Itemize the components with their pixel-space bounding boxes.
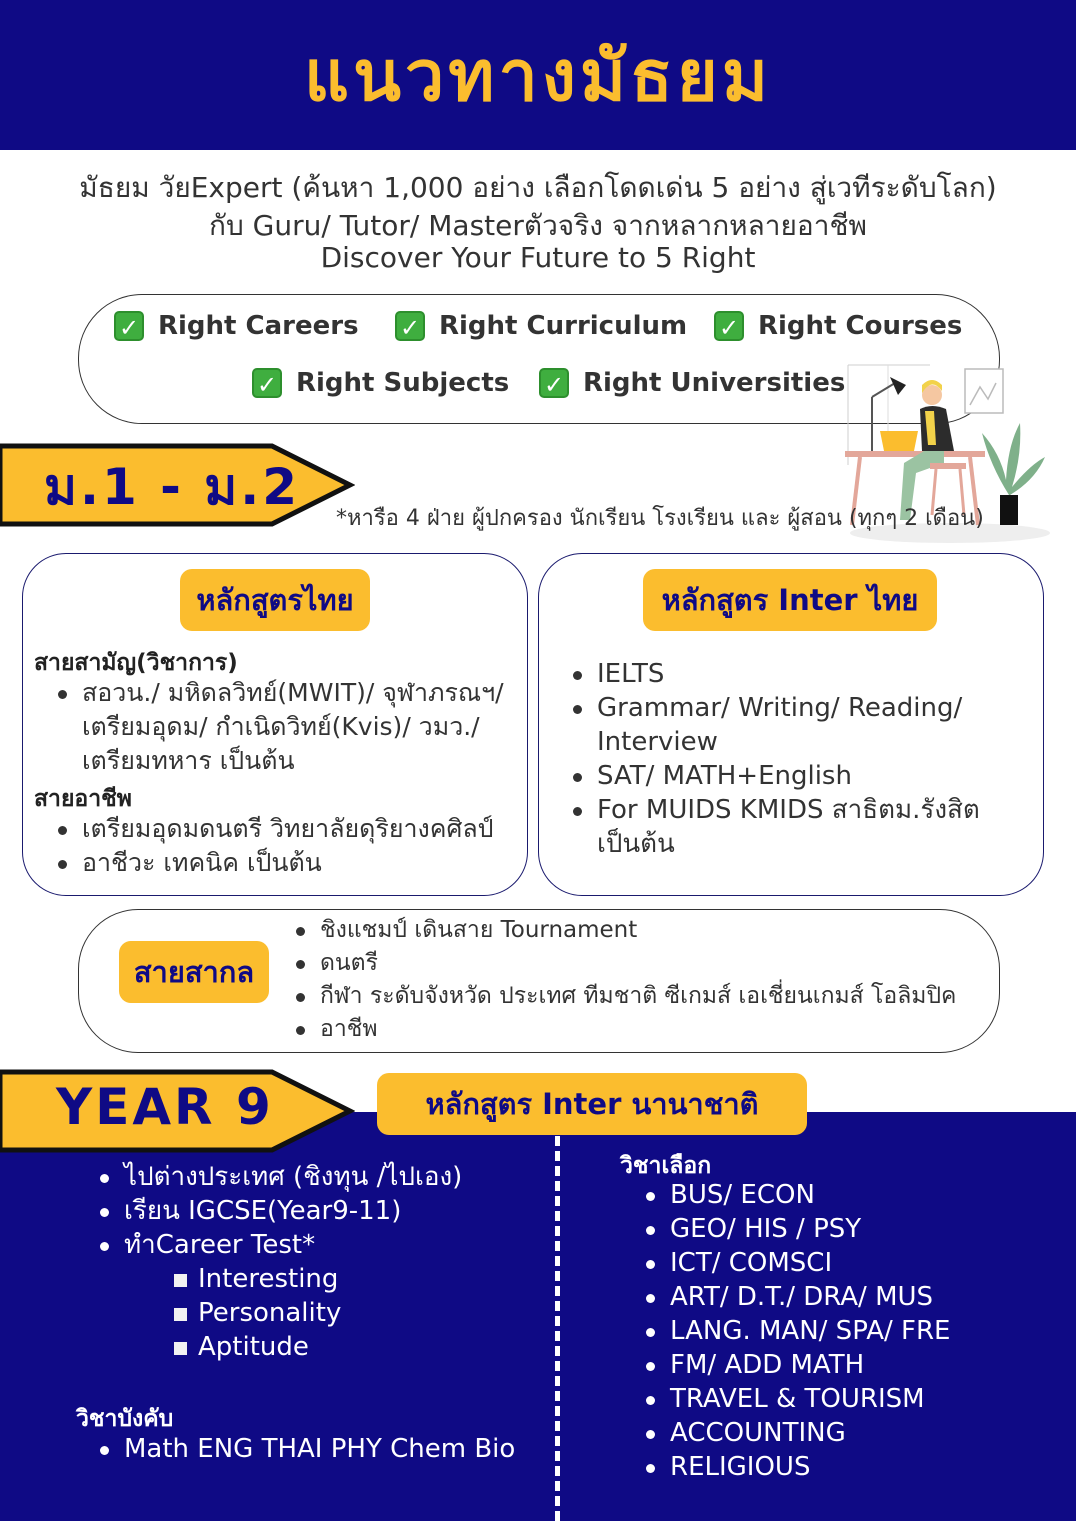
list-item: BUS/ ECON xyxy=(640,1178,1060,1212)
list-item: TRAVEL & TOURISM xyxy=(640,1382,1060,1416)
check-icon: ✓ xyxy=(395,311,425,341)
vocational-track-list xyxy=(52,812,522,880)
elective-subjects-heading: วิชาเลือก xyxy=(620,1153,712,1179)
check-icon: ✓ xyxy=(714,311,744,341)
list-item: GEO/ HIS / PSY xyxy=(640,1212,1060,1246)
career-test-list xyxy=(172,1262,522,1364)
list-item: Interesting xyxy=(172,1262,522,1296)
right-item: ✓ Right Subjects xyxy=(252,368,509,398)
list-item: For MUIDS KMIDS สาธิตม.รังสิต เป็นต้น xyxy=(567,793,1012,861)
list-item: อาชีพ xyxy=(290,1013,980,1046)
list-item: ART/ D.T./ DRA/ MUS xyxy=(640,1280,1060,1314)
thai-curriculum-title: หลักสูตรไทย xyxy=(180,569,370,631)
intro-line-2: กับ Guru/ Tutor/ Masterตัวจริง จากหลากหลายอาชีพ xyxy=(209,209,867,242)
check-icon: ✓ xyxy=(539,368,569,398)
consult-note: *หารือ 4 ฝ่าย ผู้ปกครอง นักเรียน โรงเรียน และ ผู้สอน (ทุกๆ 2 เดือน) xyxy=(336,506,984,531)
list-item: LANG. MAN/ SPA/ FRE xyxy=(640,1314,1060,1348)
required-subjects-heading: วิชาบังคับ xyxy=(76,1406,174,1432)
academic-track-list xyxy=(52,676,522,778)
intro-line-1: มัธยม วัยExpert (ค้นหา 1,000 อย่าง เลือกโดดเด่น 5 อย่าง สู่เวทีระดับโลก) xyxy=(79,171,997,204)
year9-left-list xyxy=(94,1160,544,1262)
check-icon: ✓ xyxy=(252,368,282,398)
page-title: แนวทางมัธยม xyxy=(304,35,772,117)
elective-subjects-list xyxy=(640,1178,1060,1484)
list-item: IELTS xyxy=(567,657,1012,691)
international-track-list xyxy=(290,914,980,1046)
list-item: SAT/ MATH+English xyxy=(567,759,1012,793)
list-item: ICT/ COMSCI xyxy=(640,1246,1060,1280)
inter-international-title: หลักสูตร Inter นานาชาติ xyxy=(377,1073,807,1135)
list-item: ACCOUNTING xyxy=(640,1416,1060,1450)
right-item: ✓ Right Careers xyxy=(114,311,359,341)
list-item: ดนตรี xyxy=(290,947,980,980)
list-item: FM/ ADD MATH xyxy=(640,1348,1060,1382)
list-item: ทำCareer Test* xyxy=(94,1228,544,1262)
list-item: เตรียมอุดมดนตรี วิทยาลัยดุริยางคศิลป์ xyxy=(52,812,522,846)
list-item: Personality xyxy=(172,1296,522,1330)
list-item: Grammar/ Writing/ Reading/ Interview xyxy=(567,691,1012,759)
list-item: Aptitude xyxy=(172,1330,522,1364)
international-track-title: สายสากล xyxy=(119,941,269,1003)
list-item: ไปต่างประเทศ (ชิงทุน /ไปเอง) xyxy=(94,1160,544,1194)
right-item: ✓ Right Courses xyxy=(714,311,962,341)
inter-thai-title: หลักสูตร Inter ไทย xyxy=(643,569,937,631)
academic-track-heading: สายสามัญ(วิชาการ) xyxy=(34,650,238,676)
list-item: อาชีวะ เทคนิค เป็นต้น xyxy=(52,846,522,880)
list-item: กีฬา ระดับจังหวัด ประเทศ ทีมชาติ ซีเกมส์ เอเชี่ยนเกมส์ โอลิมปิค xyxy=(290,980,980,1013)
section-divider xyxy=(555,1136,560,1521)
right-item: ✓ Right Curriculum xyxy=(395,311,687,341)
inter-thai-list xyxy=(567,657,1012,861)
level-label-year9: YEAR 9 xyxy=(56,1078,274,1136)
list-item: Math ENG THAI PHY Chem Bio xyxy=(94,1432,544,1466)
list-item: สอวน./ มหิดลวิทย์(MWIT)/ จุฬาภรณฯ/ เตรียมอุดม/ กำเนิดวิทย์(Kvis)/ วมว./ เตรียมทหาร เป็นต้น xyxy=(52,676,522,778)
intro-line-3: Discover Your Future to 5 Right xyxy=(320,241,756,274)
list-item: เรียน IGCSE(Year9-11) xyxy=(94,1194,544,1228)
list-item: ชิงแชมป์ เดินสาย Tournament xyxy=(290,914,980,947)
vocational-track-heading: สายอาชีพ xyxy=(34,786,132,812)
level-label-m1-m2: ม.1 - ม.2 xyxy=(44,458,301,516)
right-item: ✓ Right Universities xyxy=(539,368,845,398)
list-item: RELIGIOUS xyxy=(640,1450,1060,1484)
required-subjects-list xyxy=(94,1432,544,1466)
check-icon: ✓ xyxy=(114,311,144,341)
